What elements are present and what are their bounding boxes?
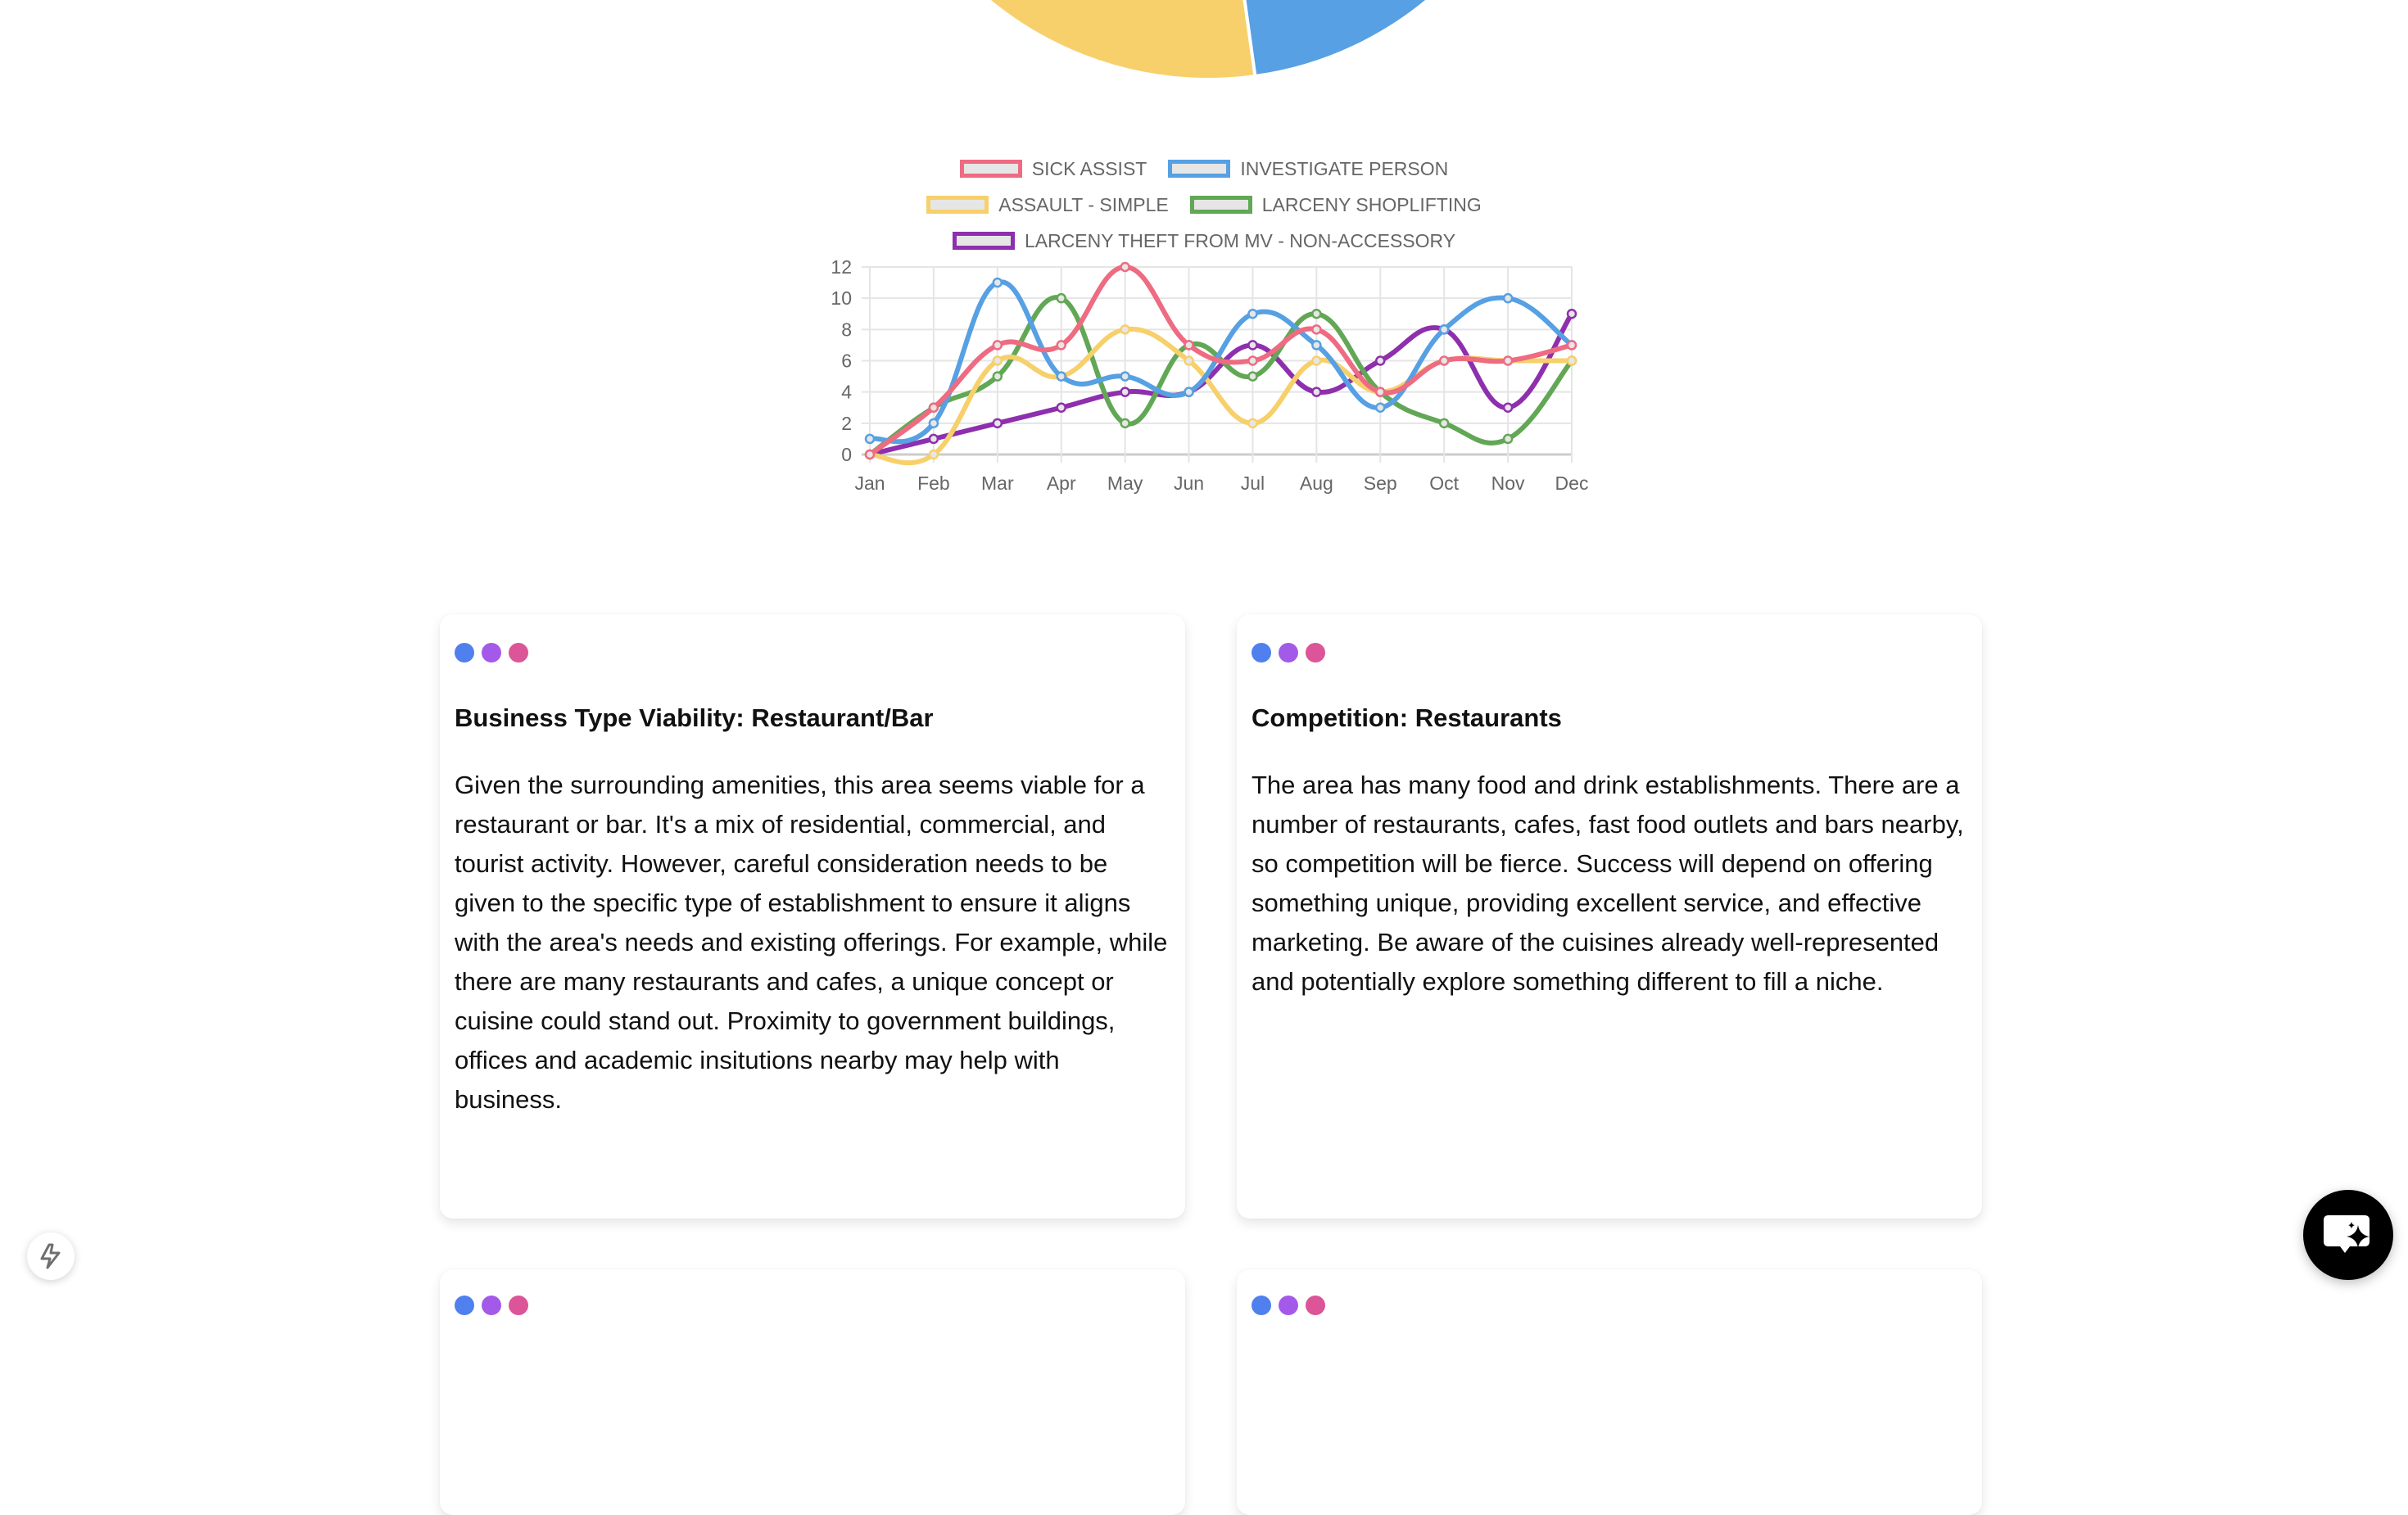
card-dots bbox=[455, 1296, 1170, 1315]
dot-purple bbox=[1279, 1296, 1298, 1315]
card-body: The area has many food and drink establishments. There are a number of restaurants, cafes, fast food outlets and bars nearby, so competition will be fierce. Success will depend on offering something unique, providing excellent service, and effective marketing. Be aware of the cuisines already well-represented and potentially explore something different to fill a niche. bbox=[1252, 771, 1964, 996]
card-dots bbox=[1252, 643, 1967, 663]
data-point bbox=[930, 450, 938, 459]
data-point bbox=[1248, 341, 1256, 349]
data-point bbox=[1312, 325, 1320, 333]
card-dots bbox=[455, 643, 1170, 663]
quick-action-button[interactable] bbox=[27, 1232, 75, 1280]
data-point bbox=[1376, 404, 1384, 412]
y-tick-label: 6 bbox=[841, 350, 852, 372]
data-point bbox=[1568, 341, 1576, 349]
data-point bbox=[1504, 294, 1512, 302]
data-point bbox=[994, 278, 1002, 287]
data-point bbox=[994, 419, 1002, 427]
card-dots bbox=[1252, 1296, 1967, 1315]
line-plot-area bbox=[803, 139, 1605, 508]
x-tick-label: Mar bbox=[981, 473, 1014, 494]
insight-card-partial bbox=[1237, 1269, 1982, 1515]
data-point bbox=[1121, 373, 1129, 381]
data-point bbox=[1440, 419, 1448, 427]
pie-slice-yellow bbox=[944, 0, 1255, 79]
data-point bbox=[1057, 341, 1066, 349]
y-tick-label: 12 bbox=[831, 256, 852, 278]
data-point bbox=[1248, 310, 1256, 318]
y-tick-label: 0 bbox=[841, 444, 852, 465]
dot-purple bbox=[1279, 643, 1298, 663]
data-point bbox=[1568, 310, 1576, 318]
y-tick-label: 8 bbox=[841, 319, 852, 341]
data-point bbox=[1057, 373, 1066, 381]
dot-blue bbox=[455, 1296, 474, 1315]
ai-chat-sparkle-icon bbox=[2322, 1212, 2374, 1258]
y-tick-label: 4 bbox=[841, 381, 852, 403]
insight-card bbox=[1237, 614, 1982, 1219]
data-point bbox=[1121, 263, 1129, 271]
data-point bbox=[1248, 419, 1256, 427]
y-tick-label: 10 bbox=[831, 287, 852, 310]
lightning-bolt-icon bbox=[38, 1242, 63, 1270]
legend-label: SICK ASSIST bbox=[1031, 157, 1147, 179]
card-title: Competition: Restaurants bbox=[1252, 703, 1562, 732]
data-point bbox=[1185, 388, 1193, 396]
dot-pink bbox=[509, 643, 528, 663]
insight-card-partial bbox=[440, 1269, 1185, 1515]
x-tick-label: Apr bbox=[1046, 473, 1076, 494]
data-point bbox=[866, 435, 874, 443]
data-point bbox=[1312, 310, 1320, 318]
x-tick-label: Sep bbox=[1363, 473, 1397, 494]
data-point bbox=[930, 419, 938, 427]
x-tick-label: Aug bbox=[1299, 473, 1333, 494]
x-tick-label: Oct bbox=[1429, 473, 1460, 494]
data-point bbox=[1376, 357, 1384, 365]
card-body: Given the surrounding amenities, this area seems viable for a restaurant or bar. It's a mix of residential, commercial, and tourist activity. However, careful consideration needs to be given to the specific type of establishment to ensure it aligns with the area's needs and existing offerings. For example, while there are many restaurants and cafes, a unique concept or cuisine could stand out. Proximity to government buildings, offices and academic insitutions nearby may help with business. bbox=[455, 771, 1168, 1114]
data-point bbox=[1185, 341, 1193, 349]
data-point bbox=[1568, 357, 1576, 365]
pie-slice-blue bbox=[1208, 0, 1550, 76]
data-point bbox=[1057, 404, 1066, 412]
dot-blue bbox=[455, 643, 474, 663]
data-point bbox=[1121, 388, 1129, 396]
dot-purple bbox=[482, 643, 501, 663]
y-tick-label: 2 bbox=[841, 412, 852, 434]
legend-label: INVESTIGATE PERSON bbox=[1240, 157, 1449, 179]
dot-pink bbox=[1306, 643, 1325, 663]
data-point bbox=[994, 357, 1002, 365]
x-tick-label: May bbox=[1107, 473, 1143, 494]
data-point bbox=[1312, 357, 1320, 365]
data-point bbox=[866, 450, 874, 459]
legend-label: ASSAULT - SIMPLE bbox=[998, 193, 1169, 215]
data-point bbox=[930, 404, 938, 412]
x-tick-label: Nov bbox=[1491, 473, 1525, 494]
data-point bbox=[930, 435, 938, 443]
dot-blue bbox=[1252, 1296, 1271, 1315]
x-tick-label: Feb bbox=[917, 473, 950, 494]
dot-pink bbox=[1306, 1296, 1325, 1315]
data-point bbox=[1248, 373, 1256, 381]
data-point bbox=[1185, 357, 1193, 365]
ai-chat-button[interactable] bbox=[2303, 1190, 2393, 1280]
data-point bbox=[1121, 325, 1129, 333]
data-point bbox=[1440, 357, 1448, 365]
x-tick-label: Dec bbox=[1555, 473, 1589, 494]
card-title: Business Type Viability: Restaurant/Bar bbox=[455, 703, 934, 732]
data-point bbox=[1504, 357, 1512, 365]
x-tick-label: Jul bbox=[1240, 473, 1265, 494]
data-point bbox=[1248, 357, 1256, 365]
line-chart bbox=[803, 139, 1605, 508]
dot-blue bbox=[1252, 643, 1271, 663]
dot-purple bbox=[482, 1296, 501, 1315]
data-point bbox=[1504, 404, 1512, 412]
x-tick-label: Jun bbox=[1173, 473, 1205, 494]
data-point bbox=[1440, 325, 1448, 333]
data-point bbox=[994, 341, 1002, 349]
data-point bbox=[1376, 388, 1384, 396]
dot-pink bbox=[509, 1296, 528, 1315]
insight-card bbox=[440, 614, 1185, 1219]
data-point bbox=[1121, 419, 1129, 427]
data-point bbox=[1312, 388, 1320, 396]
data-point bbox=[1057, 294, 1066, 302]
legend-label: LARCENY THEFT FROM MV - NON-ACCESSORY bbox=[1024, 229, 1456, 251]
x-tick-label: Jan bbox=[854, 473, 885, 494]
pie-chart bbox=[0, 0, 2408, 90]
data-point bbox=[1312, 341, 1320, 349]
data-point bbox=[1504, 435, 1512, 443]
data-point bbox=[994, 373, 1002, 381]
legend-label: LARCENY SHOPLIFTING bbox=[1261, 193, 1482, 215]
